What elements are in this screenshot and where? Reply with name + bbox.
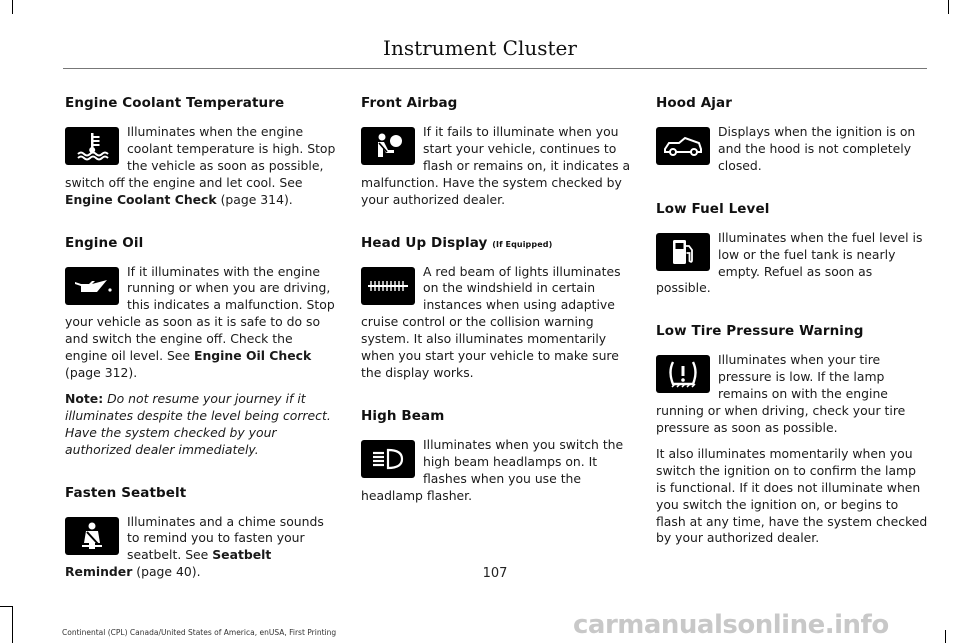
left-column: [65, 95, 337, 607]
section-high-beam: [361, 408, 633, 514]
footer-text: Continental (CPL) Canada/United States of America, enUSA, First Printing: [62, 628, 337, 637]
seatbelt-icon: [65, 517, 119, 555]
crop-mark: [948, 0, 949, 14]
cross-reference-link[interactable]: Engine Coolant Check: [65, 191, 217, 207]
section-title: High Beam: [361, 407, 445, 424]
body-text: Illuminates when the engine coolant temperature is high. Stop the vehicle as soon as possible, switch off the engine and let cool. See: [65, 124, 336, 190]
hood-ajar-icon: [656, 127, 710, 165]
section-title: Engine Coolant Temperature: [65, 95, 285, 111]
right-column: [656, 95, 928, 573]
section-hood-ajar: [656, 95, 928, 184]
crop-mark: [12, 606, 13, 643]
section-text: Displays when the ignition is on and the hood is not completely closed.: [718, 124, 916, 173]
section-title: Front Airbag: [361, 95, 458, 111]
tire-pressure-icon: [656, 355, 710, 393]
if-equipped-label: (If Equipped): [492, 239, 553, 249]
note: [65, 391, 337, 459]
note-label: Note:: [65, 390, 104, 406]
crop-mark: [12, 0, 13, 14]
watermark: carmanualsonline.info: [573, 610, 889, 640]
crop-mark: [0, 606, 13, 607]
section-title-text: Head Up Display: [361, 234, 488, 251]
section-engine-oil: [65, 235, 337, 468]
head-up-display-icon: [361, 267, 415, 305]
body-text: Illuminates and a chime sounds to remind you to fasten your seatbelt. See: [127, 513, 324, 563]
section-front-airbag: [361, 95, 633, 218]
engine-oil-icon: [65, 267, 119, 305]
middle-column: [361, 95, 633, 531]
cross-reference-link[interactable]: Engine Oil Check: [194, 348, 312, 364]
section-text: If it fails to illuminate when you start your vehicle, continues to flash or remains on, it indicates a malfunction. Have the system checked by your authorized dealer.: [361, 124, 631, 207]
body-text: If it illuminates with the engine running or when you are driving, this indicates a malfunction. Stop your vehicle as soon as it is safe to do so and switch the engine off. Check the engine oil level. See: [65, 263, 335, 364]
section-title: Low Fuel Level: [656, 200, 770, 217]
section-text: Illuminates when your tire pressure is low. If the lamp remains on with the engine running or when driving, check your tire pressure as soon as possible.: [656, 352, 906, 435]
section-title: Low Tire Pressure Warning: [656, 323, 864, 340]
section-low-fuel-level: [656, 201, 928, 307]
section-low-tire-pressure: [656, 323, 928, 556]
high-beam-icon: [361, 440, 415, 478]
section-text: It also illuminates momentarily when you switch the ignition on to confirm the lamp is functional. If it does not illuminate when you switch the ignition on, or begins to flash at any time, have the system checked by your authorized dealer.: [656, 445, 928, 546]
crop-mark: [945, 630, 946, 643]
page-reference: (page 40).: [132, 564, 201, 580]
header-divider: [63, 68, 927, 69]
section-title: Engine Oil: [65, 234, 144, 251]
page-reference: (page 312).: [65, 364, 138, 380]
fuel-pump-icon: [656, 233, 710, 271]
page-title: Instrument Cluster: [383, 36, 577, 60]
page-reference: (page 314).: [216, 191, 293, 207]
section-head-up-display: [361, 235, 633, 391]
page-number: 107: [482, 566, 508, 581]
section-title: [361, 235, 633, 251]
section-engine-coolant: [65, 95, 337, 218]
cross-reference-link[interactable]: Seatbelt Reminder: [65, 547, 272, 580]
section-title: Hood Ajar: [656, 95, 732, 111]
section-text: Illuminates when the fuel level is low or the fuel tank is nearly empty. Refuel as soon as possible.: [656, 229, 923, 296]
section-text: Illuminates when you switch the high beam headlamps on. It flashes when you use the headlamp flasher.: [361, 436, 624, 503]
note-text: Do not resume your journey if it illuminates despite the level being correct. Have the system checked by your authorized dealer immediately.: [65, 390, 331, 457]
section-text: A red beam of lights illuminates on the windshield in certain instances when using adaptive cruise control or the collision warning system. It also illuminates momentarily when you start your vehicle to make sure the display works.: [361, 263, 621, 380]
engine-coolant-temperature-icon: [65, 127, 119, 165]
section-title: Fasten Seatbelt: [65, 484, 187, 501]
airbag-icon: [361, 127, 415, 165]
